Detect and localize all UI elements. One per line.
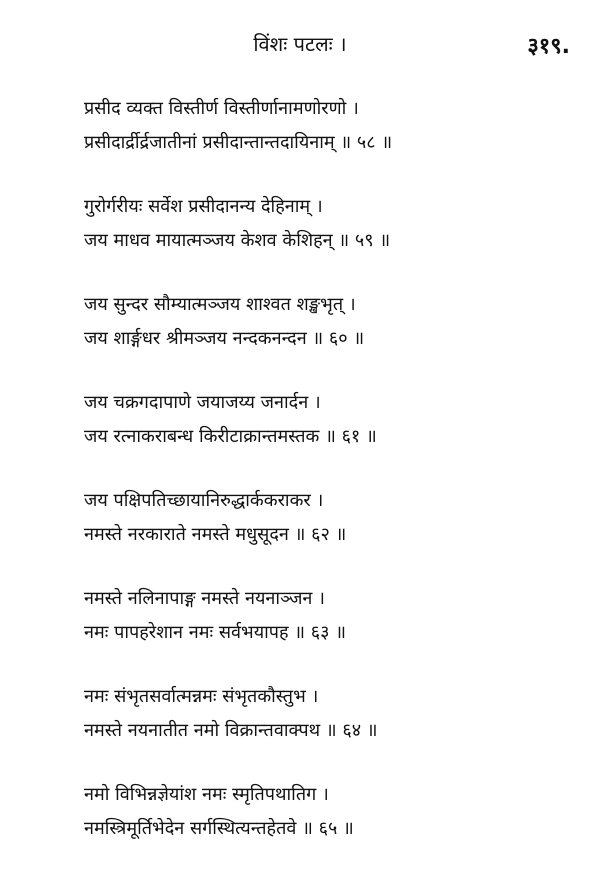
verse-line: जय सुन्दर सौम्यात्मञ्जय शाश्वत शङ्खभृत् । bbox=[84, 294, 356, 315]
verse-line: प्रसीद व्यक्त विस्तीर्ण विस्तीर्णानामणोरणो । bbox=[84, 98, 359, 119]
verse-line: जय पक्षिपतिच्छायानिरुद्धार्ककराकर । bbox=[84, 490, 324, 511]
verse-line: जय रत्नाकराबन्ध किरीटाक्रान्तमस्तक ॥ ६१ ॥ bbox=[84, 426, 377, 447]
verse-58 bbox=[84, 92, 584, 160]
verse-60 bbox=[84, 288, 584, 356]
page-number: ३१९. bbox=[527, 34, 570, 59]
verse-65 bbox=[84, 778, 584, 846]
verse-line: नमस्ते नरकाराते नमस्ते मधुसूदन ॥ ६२ ॥ bbox=[84, 524, 347, 545]
verse-line: जय माधव मायात्मञ्जय केशव केशिहन् ॥ ५९ ॥ bbox=[84, 230, 391, 251]
verse-line: नमः पापहरेशान नमः सर्वभयापह ॥ ६३ ॥ bbox=[84, 622, 347, 643]
verse-line: गुरोर्गरीयः सर्वेश प्रसीदानन्य देहिनाम् । bbox=[84, 196, 323, 217]
verse-line: नमस्त्रिमूर्तिभेदेन सर्गस्थित्यन्तहेतवे ॥ ६५ ॥ bbox=[84, 818, 354, 839]
verse-62 bbox=[84, 484, 584, 552]
verse-line: नमस्ते नलिनापाङ्ग नमस्ते नयनाञ्जन । bbox=[84, 588, 325, 609]
verse-line: नमस्ते नयनातीत नमो विक्रान्तवाक्पथ ॥ ६४ ॥ bbox=[84, 720, 378, 741]
verse-63 bbox=[84, 582, 584, 650]
verse-line: नमः संभृतसर्वात्मन्नमः संभृतकौस्तुभ । bbox=[84, 686, 319, 707]
verse-block bbox=[84, 92, 584, 876]
page-header bbox=[0, 30, 600, 64]
verse-line: जय शार्ङ्गधर श्रीमञ्जय नन्दकनन्दन ॥ ६० ॥ bbox=[84, 328, 365, 349]
verse-64 bbox=[84, 680, 584, 748]
verse-line: नमो विभिन्नज्ञेयांश नमः स्मृतिपथातिग । bbox=[84, 784, 329, 805]
verse-line: जय चक्रगदापाणे जयाजय्य जनार्दन । bbox=[84, 392, 321, 413]
chapter-title: विंशः पटलः । bbox=[253, 32, 347, 56]
verse-line: प्रसीदार्द्रीर्द्रजातीनां प्रसीदान्तान्तदायिनाम् ॥ ५८ ॥ bbox=[84, 132, 393, 153]
verse-61 bbox=[84, 386, 584, 454]
verse-59 bbox=[84, 190, 584, 258]
